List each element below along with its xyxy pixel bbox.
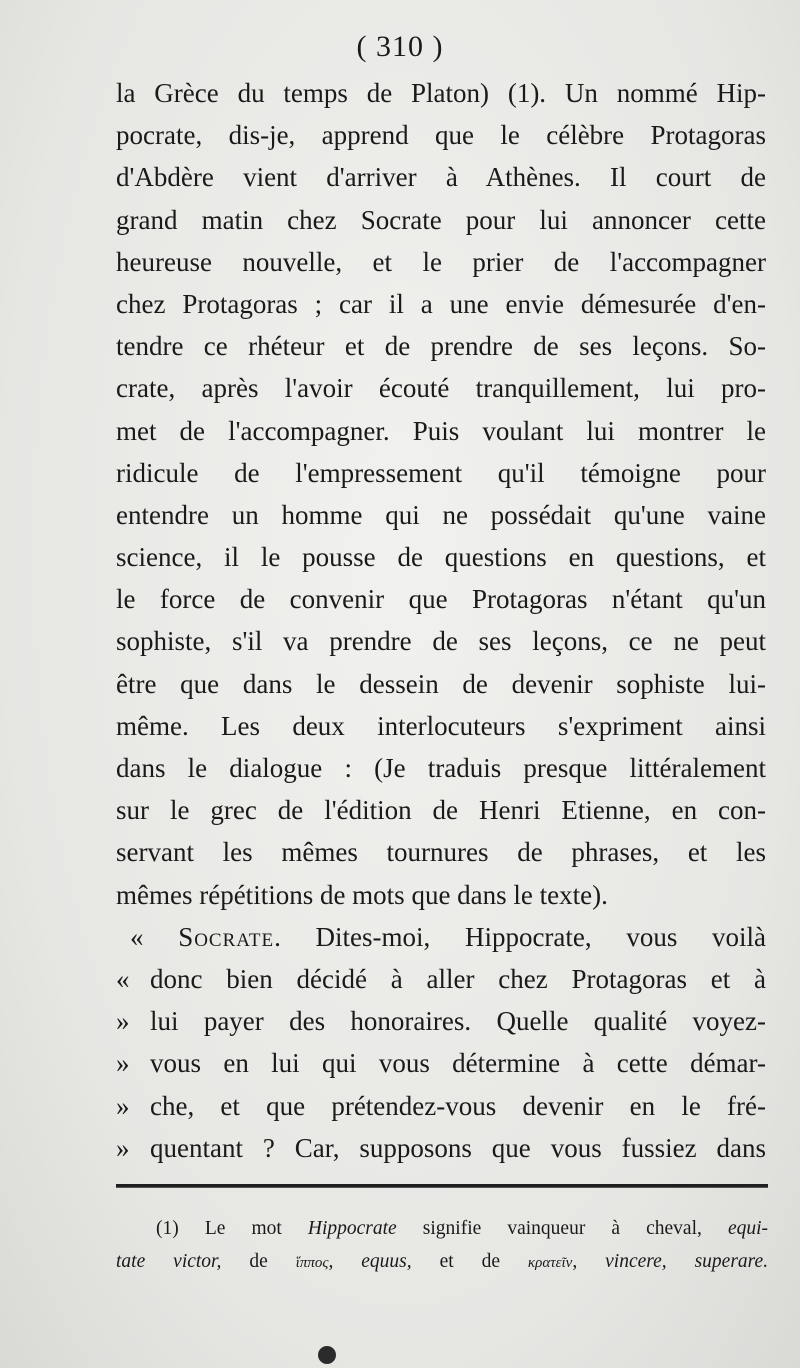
footnote-text: Le mot	[204, 1218, 282, 1239]
dialogue-line	[116, 1042, 766, 1084]
speaker-name: Socrate	[178, 921, 275, 952]
page-number: ( 310 )	[356, 30, 444, 63]
text-line: sophiste, s'il va prendre de ses leçons, ce ne peut	[116, 626, 766, 657]
dialogue-text: donc bien décidé à aller chez Protagoras et à	[150, 963, 766, 994]
text-line: le force de convenir que Protagoras n'étant qu'un	[116, 584, 766, 615]
text-line: grand matin chez Socrate pour lui annoncer cette	[116, 204, 766, 235]
text-line: ridicule de l'empressement qu'il témoigne pour	[116, 457, 766, 488]
text-line: servant les mêmes tournures de phrases, et les	[116, 837, 766, 868]
text-line: entendre un homme qui ne possédait qu'une vaine	[116, 499, 766, 530]
quote-mark: »	[116, 1132, 130, 1163]
text-line: chez Protagoras ; car il a une envie démesurée d'en-	[116, 288, 766, 319]
text-line: pocrate, dis-je, apprend que le célèbre Protagoras	[116, 120, 766, 151]
text-line: dans le dialogue : (Je traduis presque littéralement	[116, 753, 766, 783]
footnote-italic: Hippocrate	[307, 1218, 397, 1239]
quote-mark: »	[116, 1048, 130, 1079]
dialogue-line	[116, 958, 766, 1000]
footnote-italic: tate victor,	[116, 1251, 222, 1272]
text-line: heureuse nouvelle, et le prier de l'accompagner	[116, 246, 766, 277]
quote-mark: »	[116, 1006, 130, 1037]
ink-blot	[318, 1346, 336, 1364]
text-line: même. Les deux interlocuteurs s'expriment ainsi	[116, 710, 766, 741]
text-line: être que dans le dessein de devenir sophiste lui-	[116, 668, 766, 699]
dialogue-line	[116, 1085, 766, 1127]
footnote-italic: vincere,	[605, 1251, 667, 1272]
footnote	[116, 1212, 768, 1278]
text-line: mêmes répétitions de mots que dans le texte).	[116, 879, 608, 910]
quote-mark: «	[130, 921, 144, 952]
text-line: crate, après l'avoir écouté tranquillement, lui pro-	[116, 373, 766, 404]
footnote-line	[116, 1212, 768, 1245]
footnote-text: et de	[439, 1251, 500, 1272]
dialogue-text: che, et que prétendez-vous devenir en le fré-	[150, 1090, 766, 1121]
footnote-line	[116, 1245, 768, 1278]
text-line: science, il le pousse de questions en questions, et	[116, 542, 766, 573]
dialogue-line	[116, 1127, 766, 1169]
dialogue-line-speaker	[116, 916, 766, 958]
quote-mark: «	[116, 963, 130, 994]
text-line: tendre ce rhéteur et de prendre de ses leçons. So-	[116, 331, 766, 362]
text-line: d'Abdère vient d'arriver à Athènes. Il court de	[116, 162, 766, 193]
dialogue-text: quentant ? Car, supposons que vous fussiez dans	[150, 1132, 766, 1163]
greek-word: κρατεῖν	[527, 1255, 573, 1271]
footnote-text: de	[249, 1251, 268, 1272]
footnote-italic: equi-	[727, 1218, 769, 1239]
text-line: la Grèce du temps de Platon) (1). Un nommé Hip-	[116, 78, 766, 108]
dialogue-line	[116, 1000, 766, 1042]
footnote-italic: superare.	[694, 1251, 769, 1272]
text-line: sur le grec de l'édition de Henri Etienne, en con-	[116, 795, 766, 826]
dialogue-text: vous en lui qui vous détermine à cette démar-	[150, 1048, 766, 1079]
dialogue-text: . Dites-moi, Hippocrate, vous voilà	[274, 921, 766, 952]
greek-word: ἵππος	[295, 1255, 329, 1271]
footnote-marker: (1)	[156, 1218, 179, 1239]
text-line: met de l'accompagner. Puis voulant lui montrer le	[116, 415, 766, 446]
quote-mark: »	[116, 1090, 130, 1121]
footnote-italic: equus,	[361, 1251, 412, 1272]
footnote-text: ,	[572, 1251, 578, 1272]
dialogue-text: lui payer des honoraires. Quelle qualité voyez-	[150, 1006, 766, 1037]
main-text	[116, 72, 766, 1169]
footnote-text: ,	[328, 1251, 334, 1272]
footnote-text: signifie vainqueur à cheval,	[422, 1218, 702, 1239]
footnote-rule	[116, 1184, 768, 1188]
